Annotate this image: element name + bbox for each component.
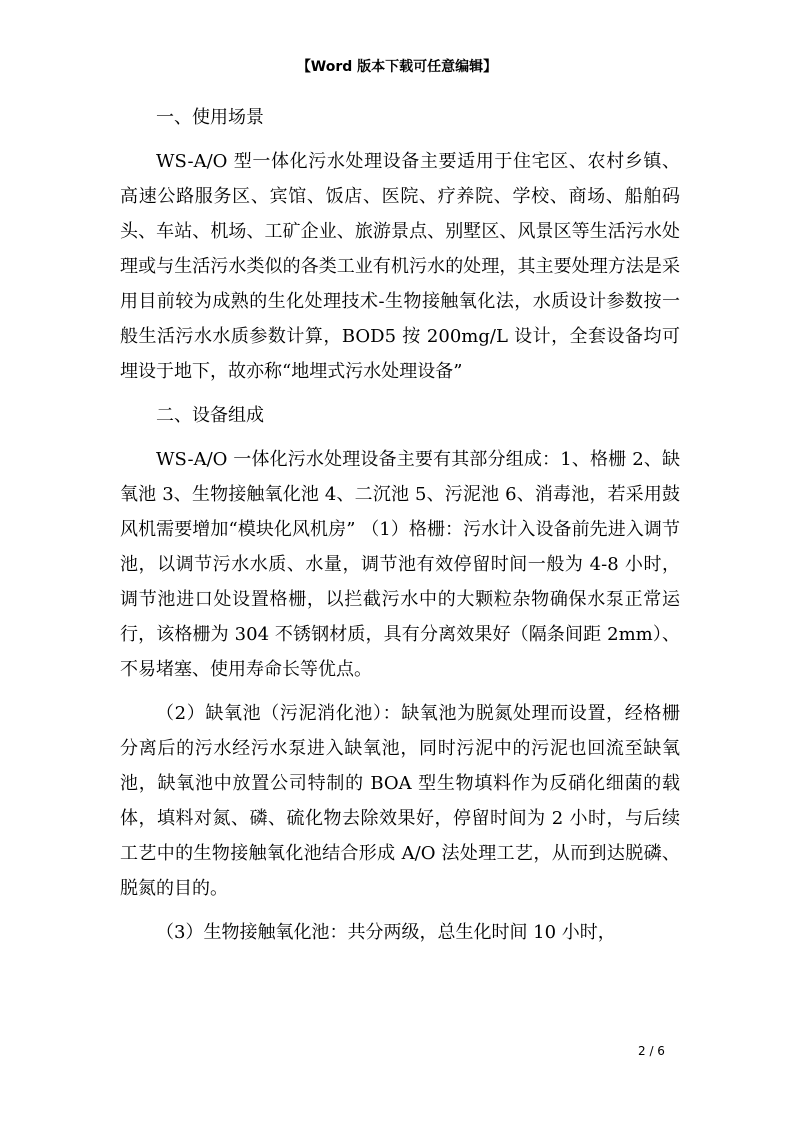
document-header: 【Word 版本下载可任意编辑】 — [296, 59, 498, 75]
paragraph-contact-oxidation: （3）生物接触氧化池：共分两级，总生化时间 10 小时， — [156, 922, 616, 943]
section-heading-components: 二、设备组成 — [156, 405, 264, 426]
paragraph-components: WS-A/O 一体化污水处理设备主要有其部分组成：1、格栅 2、缺氧池 3、生物接触氧化池 4、二沉池 5、污泥池 6、消毒池，若采用鼓风机需要增加“模块化风机房” （1）格栅：污水计入设备前先进入调节池，以调节污水水质、水量，调节池有效停留时间一般为 4-8 小时，调节池进口处设置格栅，以拦截污水中的大颗粒杂物确保水泵正常运行，该格栅为 304 不锈钢材质，具有分离效果好（隔条间距 2mm）、不易堵塞、使用寿命长等优点。 — [120, 449, 680, 680]
section-heading-usage: 一、使用场景 — [156, 107, 264, 128]
paragraph-usage: WS-A/O 型一体化污水处理设备主要适用于住宅区、农村乡镇、高速公路服务区、宾馆、饭店、医院、疗养院、学校、商场、船舶码头、车站、机场、工矿企业、旅游景点、别墅区、风景区等生活污水处理或与生活污水类似的各类工业有机污水的处理，其主要处理方法是采用目前较为成熟的生化处理技术-生物接触氧化法，水质设计参数按一般生活污水水质参数计算，BOD5 按 200mg/L 设计，全套设备均可埋设于地下，故亦称“地埋式污水处理设备” — [120, 151, 680, 382]
paragraph-anoxic-tank: （2）缺氧池（污泥消化池）：缺氧池为脱氮处理而设置，经格栅分离后的污水经污水泵进入缺氧池，同时污泥中的污泥也回流至缺氧池，缺氧池中放置公司特制的 BOA 型生物填料作为反硝化细菌的载体，填料对氮、磷、硫化物去除效果好，停留时间为 2 小时，与后续工艺中的生物接触氧化池结合形成 A/O 法处理工艺，从而到达脱磷、脱氮的目的。 — [120, 703, 680, 899]
document-body — [120, 100, 680, 950]
page-number: 2 / 6 — [638, 1044, 665, 1058]
